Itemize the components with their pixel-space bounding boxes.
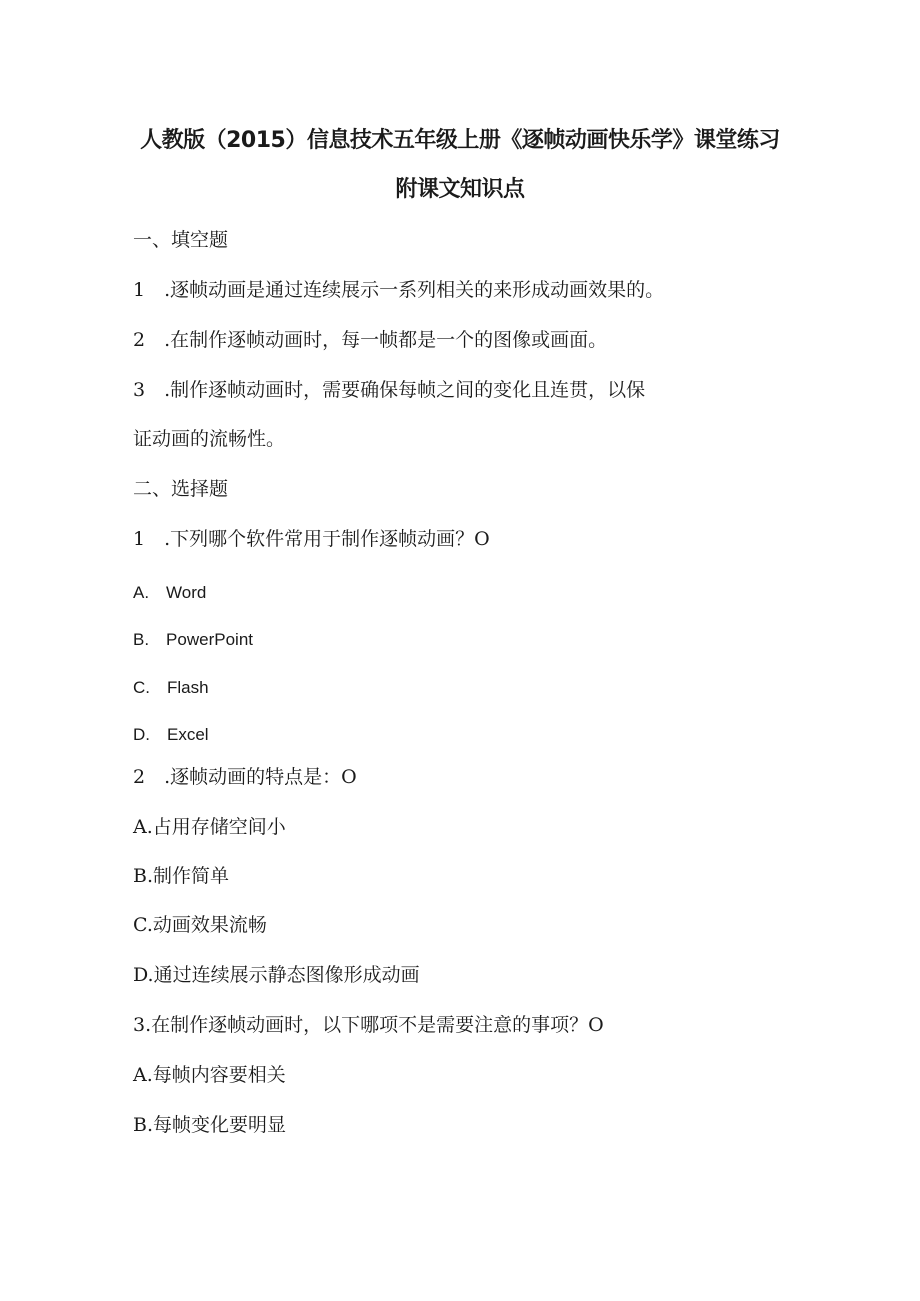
question-1-option-d: D. Excel (133, 725, 209, 744)
question-1-stem: 1 .下列哪个软件常用于制作逐帧动画？O (133, 528, 490, 550)
document-title: 人教版（2015）信息技术五年级上册《逐帧动画快乐学》课堂练习 (140, 128, 780, 153)
question-3-option-b: B.每帧变化要明显 (133, 1114, 287, 1136)
question-2-stem: 2 .逐帧动画的特点是：O (133, 766, 357, 788)
question-1-option-c: C. Flash (133, 678, 209, 697)
question-1-option-b: B. PowerPoint (133, 630, 253, 649)
question-2-option-d: D.通过连续展示静态图像形成动画 (133, 964, 420, 986)
fill-blank-item-3: 3 .制作逐帧动画时，需要确保每帧之间的变化且连贯，以保 (133, 379, 646, 401)
fill-blank-item-1: 1 .逐帧动画是通过连续展示一系列相关的来形成动画效果的。 (133, 279, 665, 301)
question-3-stem: 3.在制作逐帧动画时，以下哪项不是需要注意的事项？O (133, 1014, 604, 1036)
question-3-option-a: A.每帧内容要相关 (133, 1064, 286, 1086)
section-heading-fill-blank: 一、填空题 (133, 229, 229, 251)
question-2-option-a: A.占用存储空间小 (133, 816, 286, 838)
fill-blank-item-2: 2 .在制作逐帧动画时，每一帧都是一个的图像或画面。 (133, 329, 608, 351)
fill-blank-item-3-continued: 证动画的流畅性。 (133, 428, 286, 450)
question-2-option-b: B.制作简单 (133, 865, 230, 887)
section-heading-multiple-choice: 二、选择题 (133, 478, 229, 500)
question-1-option-a: A. Word (133, 583, 207, 602)
document-subtitle: 附课文知识点 (395, 177, 525, 202)
question-2-option-c: C.动画效果流畅 (133, 914, 267, 936)
